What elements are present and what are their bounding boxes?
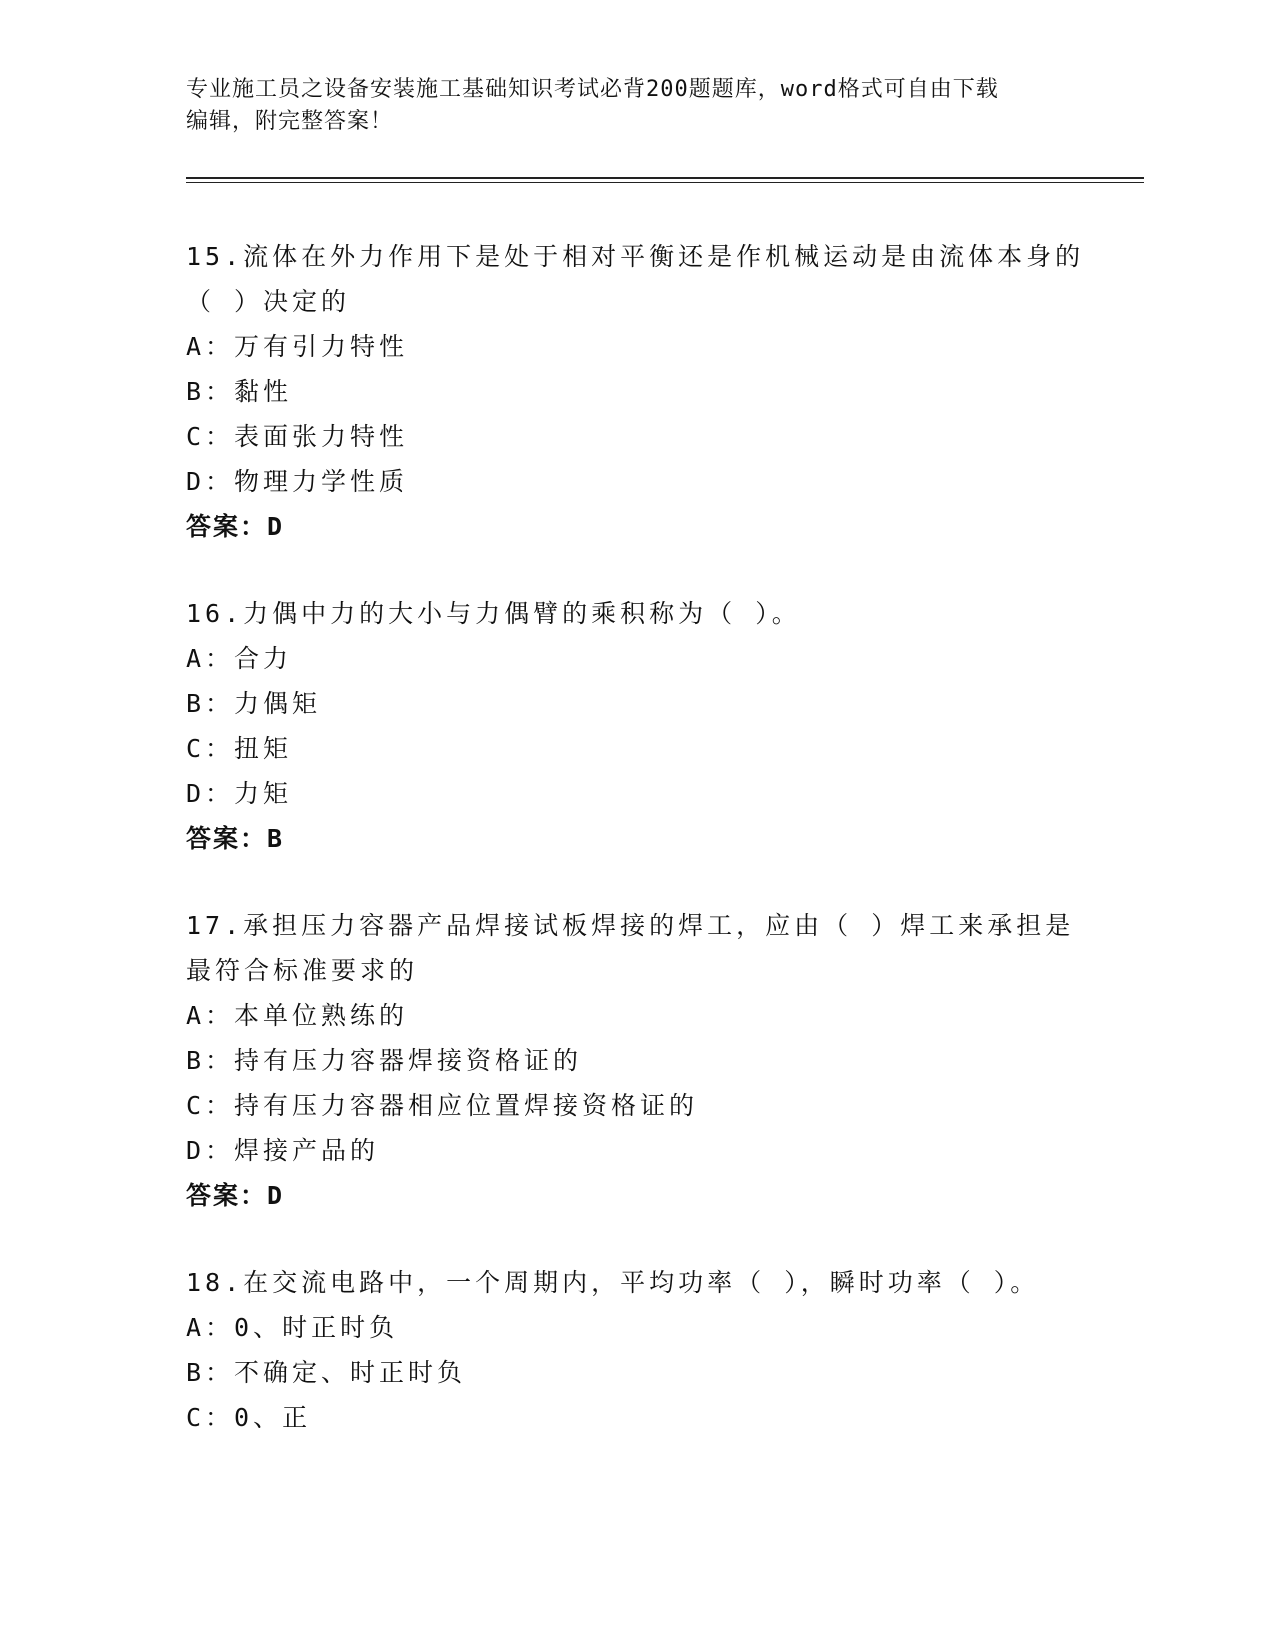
question-15	[186, 234, 1086, 549]
answer: 答案：B	[186, 824, 285, 853]
question-stem: 15.流体在外力作用下是处于相对平衡还是作机械运动是由流体本身的	[186, 242, 1085, 271]
question-18	[186, 1260, 1086, 1440]
question-stem: 16.力偶中力的大小与力偶臂的乘积称为（ ）。	[186, 599, 801, 628]
answer: 答案：D	[186, 512, 285, 541]
option-d: D：力矩	[186, 779, 293, 808]
question-17	[186, 903, 1086, 1218]
option-d: D：焊接产品的	[186, 1136, 380, 1165]
header-title-line-2: 编辑，附完整答案！	[186, 109, 394, 134]
header-divider-thick	[186, 177, 1144, 179]
option-a: A：万有引力特性	[186, 332, 409, 361]
option-a: A：合力	[186, 644, 293, 673]
question-16	[186, 591, 1086, 861]
option-b: B：力偶矩	[186, 689, 322, 718]
question-stem: 18.在交流电路中，一个周期内，平均功率（ ），瞬时功率（ ）。	[186, 1268, 1040, 1297]
header-title-line-1: 专业施工员之设备安装施工基础知识考试必背200题题库，word格式可自由下载	[186, 77, 999, 102]
header-divider-thin	[186, 182, 1144, 183]
option-c: C：持有压力容器相应位置焊接资格证的	[186, 1091, 699, 1120]
question-list	[186, 234, 1086, 1482]
answer: 答案：D	[186, 1181, 285, 1210]
option-c: C：0、正	[186, 1403, 312, 1432]
option-b: B：持有压力容器焊接资格证的	[186, 1046, 583, 1075]
option-d: D：物理力学性质	[186, 467, 409, 496]
option-a: A：0、时正时负	[186, 1313, 399, 1342]
option-a: A：本单位熟练的	[186, 1001, 409, 1030]
option-c: C：表面张力特性	[186, 422, 409, 451]
option-b: B：不确定、时正时负	[186, 1358, 467, 1387]
question-stem: 17.承担压力容器产品焊接试板焊接的焊工，应由（ ）焊工来承担是	[186, 911, 1075, 940]
question-stem-continued: （ ）决定的	[186, 287, 351, 316]
question-stem-continued: 最符合标准要求的	[186, 956, 419, 985]
option-b: B：黏性	[186, 377, 293, 406]
document-header	[186, 74, 1086, 138]
option-c: C：扭矩	[186, 734, 293, 763]
